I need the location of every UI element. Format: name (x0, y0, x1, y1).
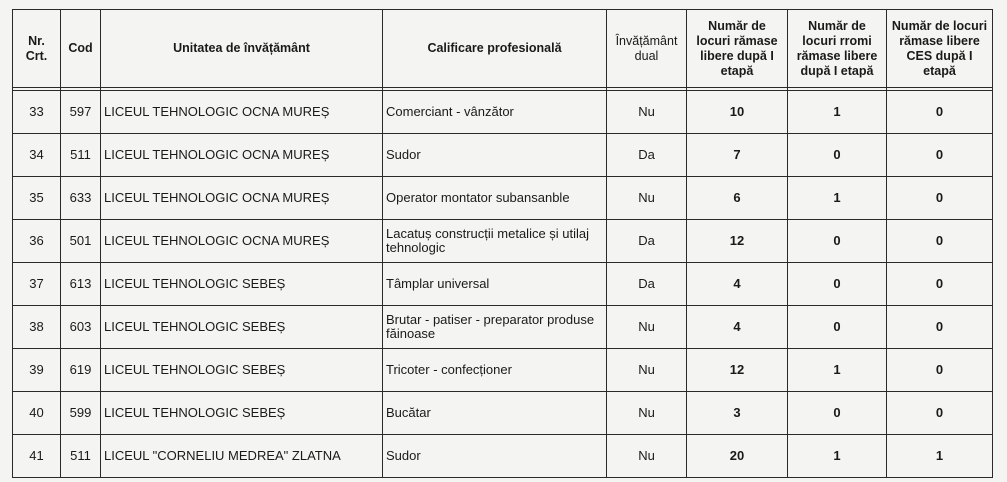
cell-locuri-libere: 4 (687, 306, 788, 349)
table-body (13, 91, 993, 478)
cell-locuri-rromi: 1 (788, 177, 887, 220)
cell-unitatea: LICEUL TEHNOLOGIC OCNA MUREȘ (101, 91, 383, 134)
table-row (13, 177, 993, 220)
table-row (13, 306, 993, 349)
table-row (13, 134, 993, 177)
cell-locuri-ces: 0 (887, 349, 993, 392)
cell-calificare: Lacatuș construcții metalice și utilaj tehnologic (383, 220, 607, 263)
cell-locuri-rromi: 0 (788, 392, 887, 435)
cell-cod: 603 (61, 306, 101, 349)
header-calificare: Calificare profesională (383, 10, 607, 88)
table-row (13, 435, 993, 478)
cell-dual: Da (607, 263, 687, 306)
cell-dual: Nu (607, 91, 687, 134)
cell-cod: 599 (61, 392, 101, 435)
cell-calificare: Tâmplar universal (383, 263, 607, 306)
cell-locuri-libere: 7 (687, 134, 788, 177)
cell-cod: 613 (61, 263, 101, 306)
header-locuri-ces: Număr de locuri rămase libere CES după I etapă (887, 10, 993, 88)
cell-locuri-ces: 0 (887, 134, 993, 177)
cell-locuri-libere: 10 (687, 91, 788, 134)
cell-dual: Nu (607, 392, 687, 435)
cell-calificare: Bucătar (383, 392, 607, 435)
cell-unitatea: LICEUL TEHNOLOGIC OCNA MUREȘ (101, 134, 383, 177)
cell-dual: Nu (607, 306, 687, 349)
cell-dual: Da (607, 220, 687, 263)
table-row (13, 263, 993, 306)
cell-nr: 36 (13, 220, 61, 263)
cell-locuri-rromi: 1 (788, 435, 887, 478)
table-row (13, 392, 993, 435)
cell-unitatea: LICEUL TEHNOLOGIC SEBEȘ (101, 392, 383, 435)
cell-locuri-rromi: 0 (788, 220, 887, 263)
cell-locuri-libere: 4 (687, 263, 788, 306)
cell-dual: Nu (607, 349, 687, 392)
table-row (13, 220, 993, 263)
cell-dual: Nu (607, 177, 687, 220)
cell-calificare: Comerciant - vânzător (383, 91, 607, 134)
cell-nr: 34 (13, 134, 61, 177)
header-nr: Nr. Crt. (13, 10, 61, 88)
cell-nr: 35 (13, 177, 61, 220)
document-page (12, 9, 993, 478)
cell-unitatea: LICEUL TEHNOLOGIC SEBEȘ (101, 263, 383, 306)
cell-unitatea: LICEUL TEHNOLOGIC SEBEȘ (101, 349, 383, 392)
table-row (13, 349, 993, 392)
cell-nr: 40 (13, 392, 61, 435)
cell-locuri-libere: 12 (687, 349, 788, 392)
cell-locuri-rromi: 1 (788, 91, 887, 134)
header-unitatea: Unitatea de învățământ (101, 10, 383, 88)
cell-calificare: Tricoter - confecționer (383, 349, 607, 392)
cell-locuri-libere: 6 (687, 177, 788, 220)
cell-locuri-ces: 0 (887, 91, 993, 134)
cell-locuri-rromi: 0 (788, 263, 887, 306)
header-cod: Cod (61, 10, 101, 88)
cell-unitatea: LICEUL TEHNOLOGIC OCNA MUREȘ (101, 220, 383, 263)
cell-unitatea: LICEUL TEHNOLOGIC SEBEȘ (101, 306, 383, 349)
cell-nr: 38 (13, 306, 61, 349)
cell-calificare: Operator montator subansanble (383, 177, 607, 220)
cell-nr: 33 (13, 91, 61, 134)
header-locuri-rromi: Număr de locuri rromi rămase libere după I etapă (788, 10, 887, 88)
cell-calificare: Sudor (383, 134, 607, 177)
cell-unitatea: LICEUL "CORNELIU MEDREA" ZLATNA (101, 435, 383, 478)
locuri-table (12, 9, 993, 478)
cell-locuri-rromi: 0 (788, 134, 887, 177)
cell-cod: 597 (61, 91, 101, 134)
cell-cod: 501 (61, 220, 101, 263)
header-dual: Învățământ dual (607, 10, 687, 88)
cell-locuri-ces: 0 (887, 392, 993, 435)
cell-calificare: Brutar - patiser - preparator produse făinoase (383, 306, 607, 349)
cell-locuri-ces: 1 (887, 435, 993, 478)
cell-dual: Da (607, 134, 687, 177)
cell-locuri-libere: 3 (687, 392, 788, 435)
cell-nr: 39 (13, 349, 61, 392)
cell-cod: 511 (61, 134, 101, 177)
cell-locuri-ces: 0 (887, 177, 993, 220)
cell-cod: 619 (61, 349, 101, 392)
cell-cod: 633 (61, 177, 101, 220)
cell-nr: 41 (13, 435, 61, 478)
header-row (13, 10, 993, 88)
header-locuri-libere: Număr de locuri rămase libere după I etapă (687, 10, 788, 88)
cell-nr: 37 (13, 263, 61, 306)
cell-locuri-ces: 0 (887, 220, 993, 263)
cell-locuri-rromi: 1 (788, 349, 887, 392)
cell-locuri-ces: 0 (887, 263, 993, 306)
cell-cod: 511 (61, 435, 101, 478)
cell-unitatea: LICEUL TEHNOLOGIC OCNA MUREȘ (101, 177, 383, 220)
cell-locuri-libere: 12 (687, 220, 788, 263)
table-row (13, 91, 993, 134)
cell-calificare: Sudor (383, 435, 607, 478)
cell-locuri-libere: 20 (687, 435, 788, 478)
cell-locuri-ces: 0 (887, 306, 993, 349)
cell-locuri-rromi: 0 (788, 306, 887, 349)
cell-dual: Nu (607, 435, 687, 478)
